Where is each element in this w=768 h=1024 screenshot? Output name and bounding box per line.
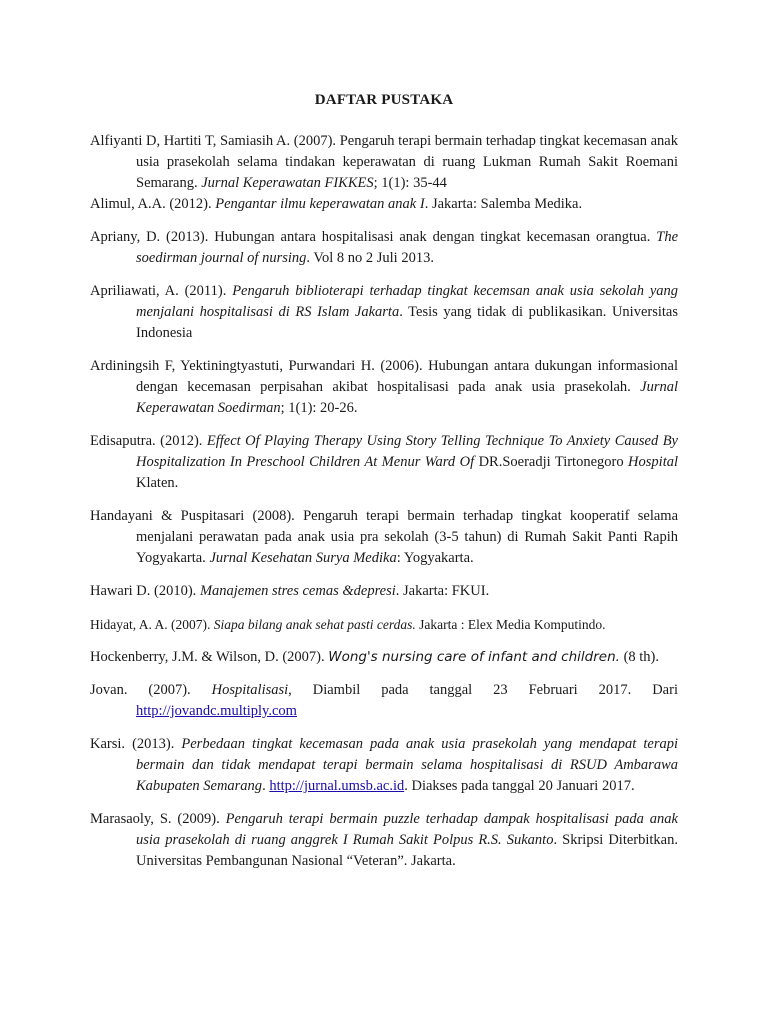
ref-text: Karsi. (2013). (90, 736, 182, 752)
ref-text: Marasaoly, S. (2009). (90, 811, 226, 827)
reference-marasaoly (90, 809, 678, 872)
reference-hawari (90, 581, 678, 602)
ref-book-title: Manajemen stres cemas &depresi (199, 583, 396, 599)
ref-text: . Jakarta: Salemba Medika. (424, 196, 583, 212)
ref-text: . Diakses pada tanggal 20 Januari 2017. (404, 778, 635, 794)
ref-text: Jakarta : Elex Media Komputindo. (415, 617, 606, 632)
ref-text: Handayani & Puspitasari (2008). Pengaruh terapi bermain terhadap tingkat kooperatif selama menjalani perawatan pada anak usia pra sekolah (3-5 tahun) di Rumah Sakit Panti Rapih Yogyakarta. (90, 508, 678, 566)
ref-thesis-title: Pengaruh biblioterapi terhadap tingkat kecemsan anak usia sekolah yang menjalani hospitalisasi di RS Islam Jakarta (136, 283, 679, 320)
ref-text: Hidayat, A. A. (2007). (90, 617, 214, 632)
reference-hidayat (90, 614, 678, 635)
ref-book-title: Siapa bilang anak sehat pasti cerdas. (213, 617, 416, 632)
reference-alimul (90, 194, 678, 215)
ref-text: Ardiningsih F, Yektiningtyastuti, Purwandari H. (2006). Hubungan antara dukungan informasional dengan kecemasan perpisahan akibat hospitalisasi pada anak usia prasekolah. (90, 358, 678, 395)
ref-text: (8 th). (619, 649, 659, 665)
ref-journal: Jurnal Keperawatan Soedirman (136, 379, 678, 416)
ref-text: Hockenberry, J.M. & Wilson, D. (2007). (90, 649, 329, 665)
ref-text: Apriany, D. (2013). Hubungan antara hospitalisasi anak dengan tingkat kecemasan orangtua. (90, 229, 657, 245)
reference-hockenberry (90, 647, 678, 668)
page-title: DAFTAR PUSTAKA (314, 92, 454, 108)
reference-apriany (90, 227, 678, 269)
jovan-link[interactable]: http://jovandc.multiply.com (136, 703, 297, 719)
ref-text: . Jakarta: FKUI. (395, 583, 490, 599)
ref-journal: The soedirman journal of nursing (136, 229, 678, 266)
ref-title: Effect Of Playing Therapy Using Story Telling Technique To Anxiety Caused By Hospitalization In Preschool Children At Menur Ward Of (136, 433, 678, 470)
ref-text: ; 1(1): 20-26. (280, 400, 358, 416)
ref-text: ; 1(1): 35-44 (373, 175, 447, 191)
ref-title: Perbedaan tingkat kecemasan pada anak usia prasekolah yang mendapat terapi bermain dan tidak mendapat terapi bermain selama hospitalisasi di RSUD Ambarawa Kabupaten Semarang (136, 736, 678, 794)
reference-edisaputra (90, 431, 678, 494)
ref-text: Jovan. (2007). (90, 682, 212, 698)
ref-text: DR.Soeradji Tirtonegoro (478, 454, 629, 470)
ref-journal: Jurnal Kesehatan Surya Medika (209, 550, 397, 566)
ref-text: Klaten. (136, 475, 179, 491)
ref-text: . (262, 778, 270, 794)
ref-text: . Tesis yang tidak di publikasikan. Universitas Indonesia (136, 304, 678, 341)
ref-text: Edisaputra. (2012). (90, 433, 207, 449)
ref-text: , Diambil pada tanggal 23 Februari 2017. Dari (288, 682, 678, 698)
ref-text: : Yogyakarta. (396, 550, 474, 566)
reference-jovan (90, 680, 678, 722)
reference-alfiyanti (90, 131, 678, 194)
ref-text: . Skripsi Diterbitkan. Universitas Pembangunan Nasional “Veteran”. Jakarta. (136, 832, 678, 869)
ref-title: Hospitalisasi (211, 682, 289, 698)
reference-apriliawati (90, 281, 678, 344)
ref-text: Hawari D. (2010). (90, 583, 200, 599)
karsi-link[interactable]: http://jurnal.umsb.ac.id (269, 778, 405, 794)
ref-journal: Jurnal Keperawatan FIKKES (201, 175, 374, 191)
reference-ardiningsih (90, 356, 678, 419)
reference-handayani (90, 506, 678, 569)
reference-page (90, 92, 678, 884)
ref-title-end: Hospital (628, 454, 678, 470)
ref-text: Apriliawati, A. (2011). (90, 283, 233, 299)
ref-text: . Vol 8 no 2 Juli 2013. (306, 250, 434, 266)
ref-text: Alfiyanti D, Hartiti T, Samiasih A. (2007). Pengaruh terapi bermain terhadap tingkat kecemasan anak usia prasekolah selama tindakan keperawatan di ruang Lukman Rumah Sakit Roemani Semarang. (90, 133, 678, 191)
ref-book-title: Wong's nursing care of infant and children. (328, 649, 620, 665)
ref-title: Pengaruh terapi bermain puzzle terhadap dampak hospitalisasi pada anak usia prasekolah di ruang anggrek I Rumah Sakit Polpus R.S. Sukanto (136, 811, 678, 848)
reference-karsi (90, 734, 678, 797)
ref-text: Alimul, A.A. (2012). (90, 196, 216, 212)
ref-book-title: Pengantar ilmu keperawatan anak I (215, 196, 425, 212)
